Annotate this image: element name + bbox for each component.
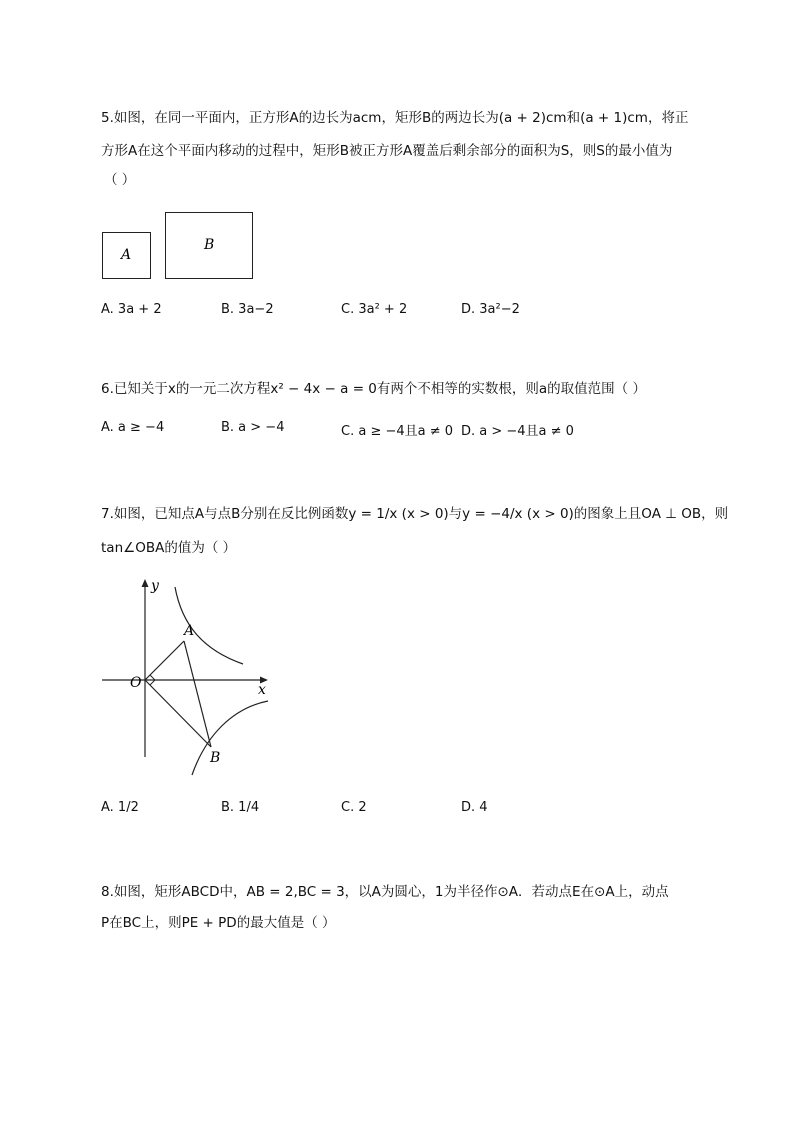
y-axis-arrow	[142, 579, 149, 587]
q7-figure	[98, 575, 278, 780]
q6-option-b: B. a > −4	[221, 420, 285, 435]
q7-option-c: C. 2	[341, 800, 367, 815]
q6-line-1: 6.已知关于x的一元二次方程x² − 4x − a = 0有两个不相等的实数根，则a的取值范围（ ）	[101, 381, 646, 397]
point-b-label: B	[210, 750, 221, 766]
x-axis-label: x	[258, 682, 266, 698]
y-axis-label: y	[151, 578, 159, 594]
q8-line-1: 8.如图，矩形ABCD中，AB = 2,BC = 3，以A为圆心，1为半径作⊙A．若动点E在⊙A上，动点	[101, 884, 669, 900]
point-a-label: A	[184, 623, 195, 639]
q5-option-b: B. 3a−2	[221, 302, 274, 317]
curve-neg-four-over-x	[192, 701, 268, 775]
q6-option-c: C. a ≥ −4且a ≠ 0	[341, 424, 454, 439]
segment-oa	[145, 641, 184, 680]
q5-line-3: （ ）	[104, 172, 136, 188]
rectangle-b-label: B	[204, 237, 215, 253]
square-a-label: A	[121, 247, 132, 263]
q5-line-2: 方形A在这个平面内移动的过程中，矩形B被正方形A覆盖后剩余部分的面积为S，则S的最小值为	[101, 143, 673, 159]
q6-option-d: D. a > −4且a ≠ 0	[461, 424, 574, 439]
q7-line-2: tan∠OBA的值为（ ）	[101, 540, 237, 556]
q5-option-a: A. 3a + 2	[101, 302, 162, 317]
q8-line-2: P在BC上，则PE + PD的最大值是（ ）	[101, 915, 336, 931]
q7-option-d: D. 4	[461, 800, 488, 815]
q7-option-a: A. 1/2	[101, 800, 139, 815]
q7-option-b: B. 1/4	[221, 800, 260, 815]
q7-line-1: 7.如图，已知点A与点B分别在反比例函数y = 1/x (x > 0)与y = −4/x (x > 0)的图象上且OA ⊥ OB，则	[101, 506, 729, 522]
q5-option-c: C. 3a² + 2	[341, 302, 408, 317]
segment-ob	[145, 680, 211, 747]
origin-label: O	[130, 675, 142, 691]
q5-figure	[100, 210, 260, 282]
q5-line-1: 5.如图，在同一平面内，正方形A的边长为acm，矩形B的两边长为(a + 2)cm和(a + 1)cm，将正	[101, 110, 689, 126]
q5-option-d: D. 3a²−2	[461, 302, 520, 317]
q6-option-a: A. a ≥ −4	[101, 420, 165, 435]
segment-ab	[184, 641, 211, 747]
